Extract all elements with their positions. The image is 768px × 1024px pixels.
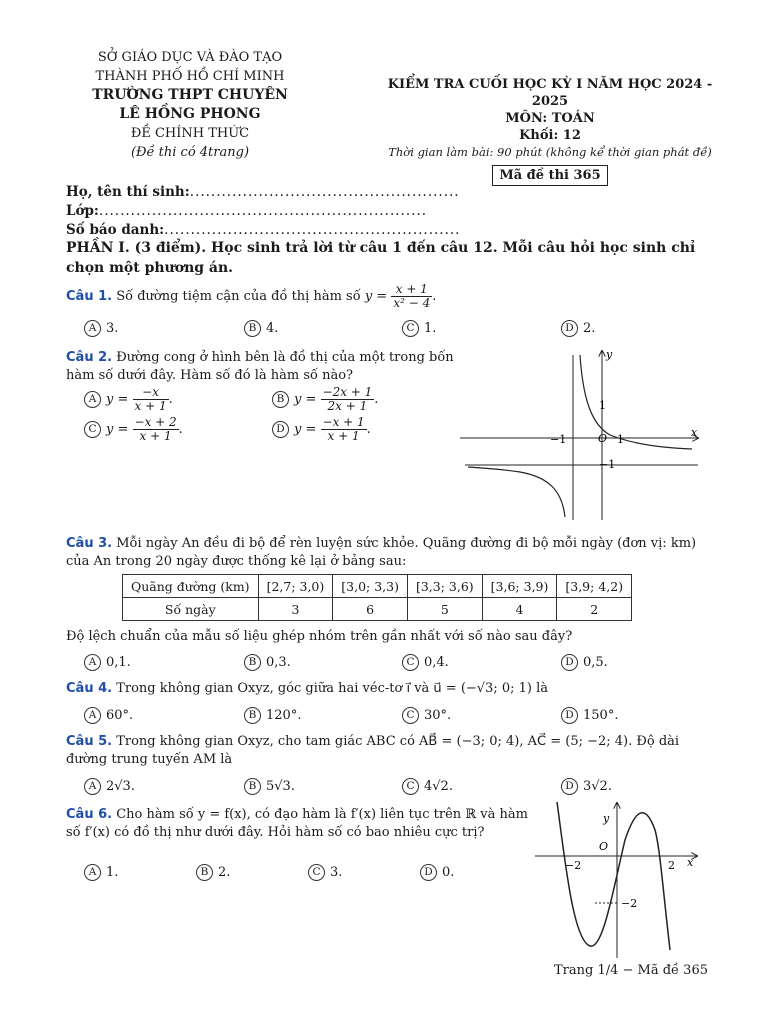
q6-two-x: 2 — [668, 859, 675, 872]
table-row — [123, 575, 632, 598]
table-cell: [3,3; 3,6) — [407, 575, 482, 598]
q4-text: Trong không gian Oxyz, góc giữa hai véc-tơ i⃗ và u⃗ = (−√3; 0; 1) là — [116, 681, 549, 696]
q6-minus2-x: −2 — [565, 859, 582, 872]
table-cell: 5 — [407, 598, 482, 621]
q5-text: Trong không gian Oxyz, cho tam giác ABC có AB⃗ = (−3; 0; 4), AC⃗ = (5; −2; 4). Độ dài đường trung tuyến AM là — [66, 734, 680, 767]
q4-number: Câu 4. — [66, 681, 113, 696]
q5-option-b[interactable]: B 5√3. — [244, 778, 295, 795]
q1-number: Câu 1. — [66, 289, 113, 304]
q6-option-b[interactable]: B 2. — [196, 864, 230, 881]
q6-option-d[interactable]: D 0. — [420, 864, 454, 881]
q3-option-a[interactable]: A 0,1. — [84, 654, 131, 671]
q3-table — [122, 574, 632, 621]
q5-option-a[interactable]: A 2√3. — [84, 778, 135, 795]
q2-option-d[interactable]: D y = $\frac{-x + 1}{x + 1}$ . — [272, 416, 371, 443]
table-cell: 6 — [333, 598, 408, 621]
grade: Khối: 12 — [519, 128, 581, 143]
q2-option-a[interactable]: A y = $\frac{-x}{x + 1}$ . — [84, 386, 173, 413]
q2-number: Câu 2. — [66, 350, 113, 365]
official-label: ĐỀ CHÍNH THỨC — [130, 126, 250, 141]
q6-origin: O — [599, 840, 609, 853]
q3-text: Mỗi ngày An đều đi bộ để rèn luyện sức khỏe. Quãng đường đi bộ mỗi ngày (đơn vị: km) của An trong 20 ngày được thống kê lại ở bảng sau: — [66, 536, 697, 569]
exam-time: Thời gian làm bài: 90 phút (không kể thời gian phát đề) — [388, 145, 712, 159]
q4-option-b[interactable]: B 120°. — [244, 707, 301, 724]
class-line: Lớp:.............................................................. — [66, 203, 427, 219]
q1-y: y = — [364, 289, 388, 304]
q2-option-b[interactable]: B y = $\frac{-2x + 1}{2x + 1}$ . — [272, 386, 378, 413]
school-name-2: LÊ HỒNG PHONG — [119, 106, 261, 122]
table-row — [123, 598, 632, 621]
q1-option-d[interactable]: D 2. — [561, 320, 595, 337]
q3-option-b[interactable]: B 0,3. — [244, 654, 291, 671]
table-cell: Số ngày — [123, 598, 259, 621]
q6-number: Câu 6. — [66, 807, 113, 822]
school-name-1: TRƯỜNG THPT CHUYÊN — [92, 87, 288, 103]
question-1: Câu 1. Số đường tiệm cận của đồ thị hàm số y = $\frac{x + 1}{\text{x² − 4}}$ . — [66, 282, 437, 310]
q6-text: Cho hàm số y = f(x), có đạo hàm là f′(x) liên tục trên ℝ và hàm số f′(x) có đồ thị như dưới đây. Hỏi hàm số có bao nhiêu cực trị? — [66, 807, 528, 840]
dept-name: SỞ GIÁO DỤC VÀ ĐÀO TẠO — [97, 50, 283, 65]
q3-option-d[interactable]: D 0,5. — [561, 654, 608, 671]
class-label: Lớp: — [66, 203, 99, 219]
q2-option-c[interactable]: C y = $\frac{-x + 2}{x + 1}$ . — [84, 416, 183, 443]
q4-option-d[interactable]: D 150°. — [561, 707, 618, 724]
q1-option-b[interactable]: B 4. — [244, 320, 278, 337]
exam-title: KIỂM TRA CUỐI HỌC KỲ I NĂM HỌC 2024 - 2025 — [387, 77, 713, 109]
q6-x-label: x — [687, 856, 694, 869]
q6-minus2-y: −2 — [621, 897, 638, 910]
q6-option-c[interactable]: C 3. — [308, 864, 342, 881]
question-5 — [66, 733, 711, 769]
q2-x-label: x — [691, 426, 698, 439]
question-6 — [66, 806, 531, 842]
q2-y-label: y — [606, 348, 613, 361]
q5-option-c[interactable]: C 4√2. — [402, 778, 453, 795]
q4-option-c[interactable]: C 30°. — [402, 707, 451, 724]
city-name: THÀNH PHỐ HỒ CHÍ MINH — [95, 69, 285, 84]
q2-graph — [460, 345, 710, 523]
question-4 — [66, 680, 711, 698]
q3-option-c[interactable]: C 0,4. — [402, 654, 449, 671]
q5-number: Câu 5. — [66, 734, 113, 749]
part-1-heading: PHẦN I. (3 điểm). Học sinh trả lời từ câu 1 đến câu 12. Mỗi câu hỏi học sinh chỉ chọn một phương án. — [66, 240, 696, 276]
exam-header — [370, 76, 730, 186]
q2-text: Đường cong ở hình bên là đồ thị của một trong bốn hàm số dưới đây. Hàm số đó là hàm số nào? — [66, 350, 454, 383]
q6-graph — [535, 800, 705, 960]
table-cell: [3,6; 3,9) — [482, 575, 557, 598]
q2-minus1-x: −1 — [550, 433, 567, 446]
q1-text: Số đường tiệm cận của đồ thị hàm số — [116, 289, 361, 304]
q1-option-c[interactable]: C 1. — [402, 320, 436, 337]
q2-curve-left — [468, 467, 565, 517]
q5-option-d[interactable]: D 3√2. — [561, 778, 612, 795]
q6-y-label: y — [603, 812, 610, 825]
page-footer: Trang 1/4 − Mã đề 365 — [553, 963, 708, 978]
q2-one-y: 1 — [599, 399, 606, 412]
q1-fraction: $\frac{x + 1}{\text{x² − 4}}$ — [393, 282, 431, 310]
table-cell: [3,0; 3,3) — [333, 575, 408, 598]
q6-option-a[interactable]: A 1. — [84, 864, 118, 881]
table-cell: [2,7; 3,0) — [258, 575, 333, 598]
q1-option-a[interactable]: A 3. — [84, 320, 118, 337]
q4-option-a[interactable]: A 60°. — [84, 707, 133, 724]
page-count: (Đề thi có 4trang) — [130, 145, 250, 160]
table-cell: 3 — [258, 598, 333, 621]
table-cell: 4 — [482, 598, 557, 621]
q2-one-x: 1 — [617, 433, 624, 446]
q3-question: Độ lệch chuẩn của mẫu số liệu ghép nhóm trên gần nhất với số nào sau đây? — [66, 629, 573, 644]
table-cell: [3,9; 4,2) — [557, 575, 632, 598]
q2-curve-right — [580, 355, 692, 449]
question-3 — [66, 535, 711, 571]
name-line: Họ, tên thí sinh:................................................... — [66, 184, 460, 200]
table-cell: Quãng đường (km) — [123, 575, 259, 598]
subject: MÔN: TOÁN — [505, 111, 595, 126]
id-line: Số báo danh:........................................................ — [66, 222, 461, 238]
q6-derivative-curve — [557, 802, 670, 950]
q2-minus1-y: −1 — [599, 458, 616, 471]
table-cell: 2 — [557, 598, 632, 621]
name-label: Họ, tên thí sinh: — [66, 184, 190, 200]
q2-origin: O — [598, 432, 608, 445]
q3-number: Câu 3. — [66, 536, 113, 551]
school-header — [60, 48, 320, 162]
exam-code: Mã đề thi 365 — [492, 165, 607, 186]
question-2 — [66, 349, 456, 385]
id-label: Số báo danh: — [66, 222, 165, 238]
